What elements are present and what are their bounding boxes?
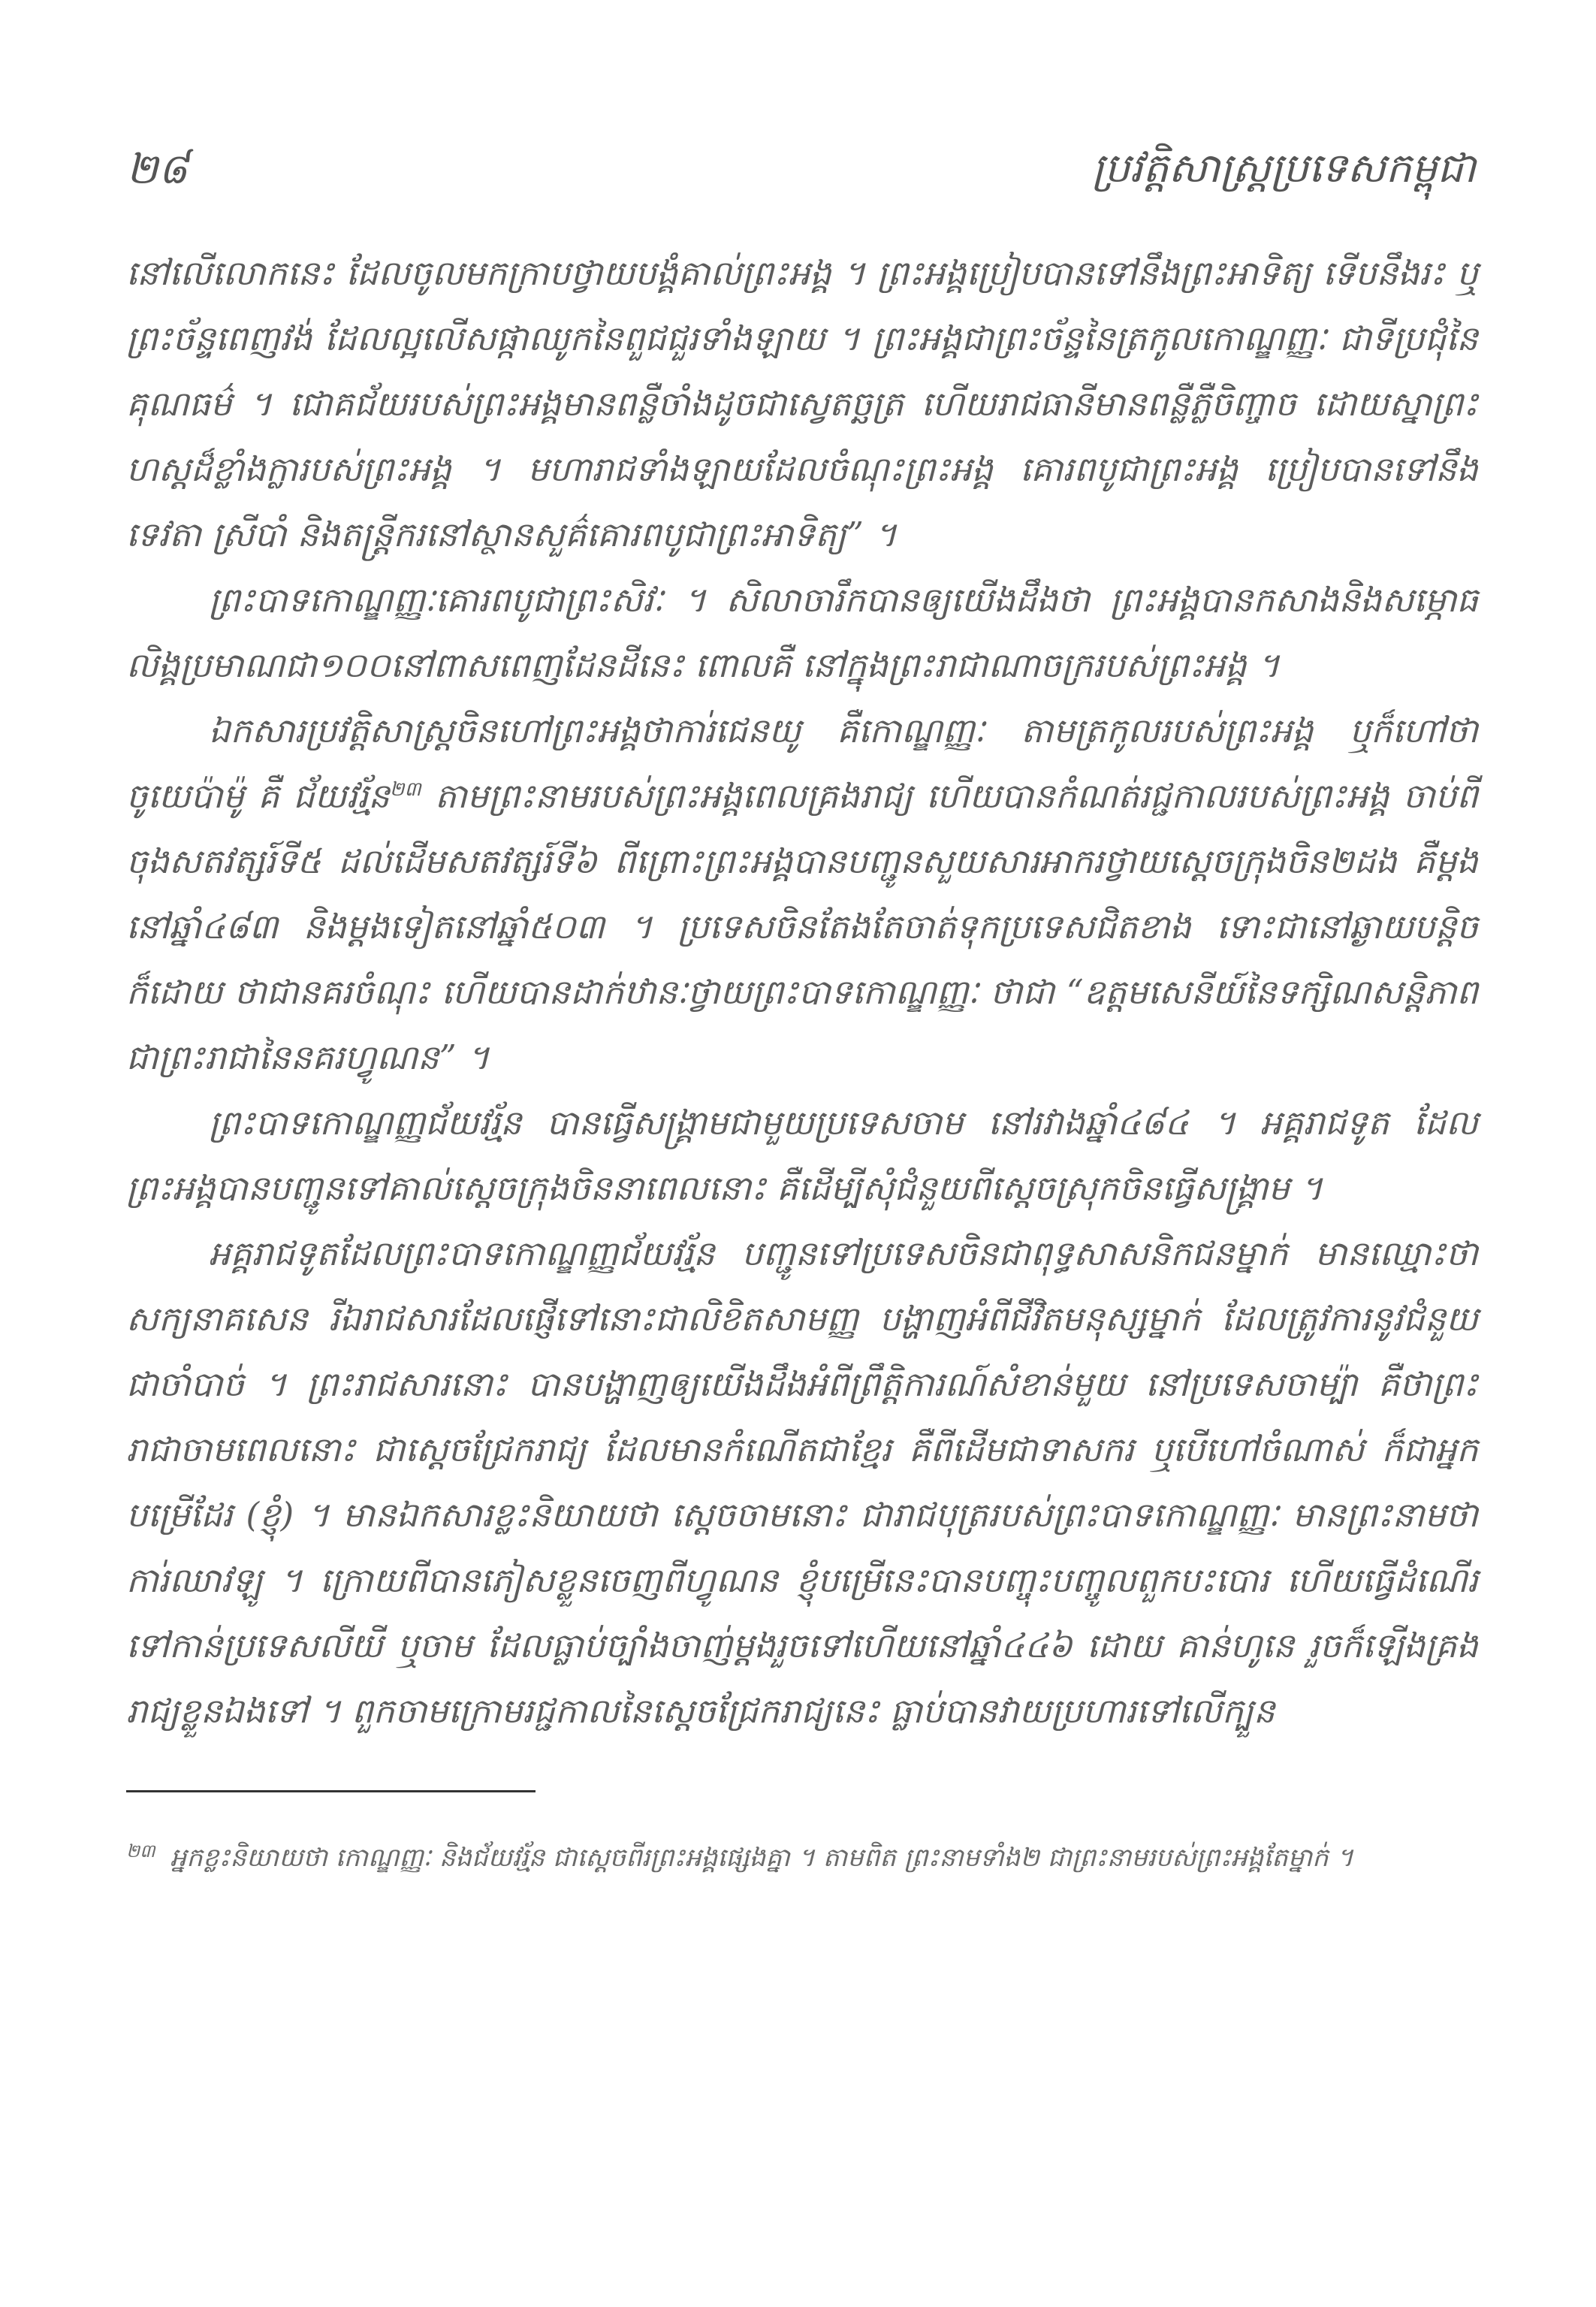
footnotes [126,1833,1478,1883]
paragraph: អគ្គរាជទូតដែលព្រះបាទកោណ្ឌញ្ញជ័យវរ្ម័ន បញ្ជូនទៅប្រទេសចិនជាពុទ្ធសាសនិកជនម្នាក់ មានឈ្មោះថា សក្យនាគសេន រីឯរាជសារដែលផ្ញើទៅនោះជាលិខិតសាមញ្ញ បង្ហាញអំពីជីវិតមនុស្សម្នាក់ ដែលត្រូវការនូវជំនួយជាចាំបាច់ ។ ព្រះរាជសារនោះ បានបង្ហាញឲ្យយើងដឹងអំពីព្រឹត្តិការណ៍សំខាន់មួយ នៅប្រទេសចាម្ប៉ា គឺថាព្រះរាជាចាមពេលនោះ ជាស្តេចជ្រែករាជ្យ ដែលមានកំណើតជាខ្មែរ គឺពីដើមជាទាសករ ឬបើហៅចំណាស់ ក៏ជាអ្នកបម្រើដែរ (ខ្ញុំ) ។ មានឯកសារខ្លះនិយាយថា ស្តេចចាមនោះ ជារាជបុត្ររបស់ព្រះបាទកោណ្ឌញ្ញៈ មានព្រះនាមថា ការ់ឈាវឡូ ។ ក្រោយពីបានភៀសខ្លួនចេញពីហ្វូណន ខ្ញុំបម្រើនេះបានបញ្ចុះបញ្ចូលពួកបះបោរ ហើយធ្វើដំណើរទៅកាន់ប្រទេសលីយី ឬចាម ដែលធ្លាប់ច្បាំងចាញ់ម្តងរួចទៅហើយនៅឆ្នាំ៤៤៦ ដោយ គាន់ហូនេ រួចក៏ឡើងគ្រងរាជ្យខ្លួនឯងទៅ ។ ពួកចាមក្រោមរជ្ជកាលនៃស្តេចជ្រែករាជ្យនេះ ធ្លាប់បានវាយប្រហារទៅលើក្បួន [126,1234,1478,1731]
body-text [126,240,1478,1744]
footnote-divider [126,1790,536,1792]
footnote-reference[interactable]: ២៣ [389,778,421,801]
footnote-text: អ្នកខ្លះនិយាយថា កោណ្ឌញ្ញៈ និងជ័យវរ្ម័ន ជាស្តេចពីរព្រះអង្គផ្សេងគ្នា ។ តាមពិត ព្រះនាមទាំង២ ជាព្រះនាមរបស់ព្រះអង្គតែម្នាក់ ។ [170,1843,1353,1873]
paragraph: ព្រះបាទកោណ្ឌញ្ញៈគោរពបូជាព្រះសិវៈ ។ សិលាចារឹកបានឲ្យយើងដឹងថា ព្រះអង្គបានកសាងនិងសម្ភោធលិង្គប្រមាណជា១០០នៅពាសពេញដែនដីនេះ ពោលគឺ នៅក្នុងព្រះរាជាណាចក្ររបស់ព្រះអង្គ ។ [126,580,1478,685]
paragraph: ព្រះបាទកោណ្ឌញ្ញជ័យវរ្ម័ន បានធ្វើសង្គ្រាមជាមួយប្រទេសចាម នៅរវាងឆ្នាំ៤៨៤ ។ អគ្គរាជទូត ដែលព្រះអង្គបានបញ្ជូនទៅគាល់ស្តេចក្រុងចិននាពេលនោះ គឺដើម្បីសុំជំនួយពីស្តេចស្រុកចិនធ្វើសង្គ្រាម ។ [126,1103,1478,1208]
paragraph-text: ឯកសារប្រវត្តិសាស្ត្រចិនហៅព្រះអង្គថាការ់ជេនយូ គឺកោណ្ឌញ្ញៈ តាមត្រកូលរបស់ព្រះអង្គ ឬក៏ហៅថា ចូយេប៉ាម៉ូ គឺ ជ័យវរ្ម័ន [126,711,1478,816]
paragraph: នៅលើលោកនេះ ដែលចូលមកក្រាបថ្វាយបង្គំគាល់ព្រះអង្គ ។ ព្រះអង្គប្រៀបបានទៅនឹងព្រះអាទិត្យ ទើបនឹងរះ ឬព្រះច័ន្ទពេញវង់ ដែលល្អលើសផ្កាឈូកនៃពួជជួរទាំងឡាយ ។ ព្រះអង្គជាព្រះច័ន្ទនៃត្រកូលកោណ្ឌញ្ញៈ ជាទីប្រជុំនៃគុណធម៌ ។ ជោគជ័យរបស់ព្រះអង្គមានពន្លឺចាំងដូចជាស្វេតច្ឆត្រ ហើយរាជធានីមានពន្លឺភ្លឺចិញ្ចាច ដោយស្នាព្រះហស្តដ៏ខ្លាំងក្លារបស់ព្រះអង្គ ។ មហារាជទាំងឡាយដែលចំណុះព្រះអង្គ គោរពបូជាព្រះអង្គ ប្រៀបបានទៅនឹងទេវតា ស្រីបាំ និងតន្ត្រីករនៅស្ថានសួគ៌គោរពបូជាព្រះអាទិត្យ” ។ [126,253,1478,554]
running-title: ប្រវត្តិសាស្ត្រប្រទេសកម្ពុជា [1092,144,1476,192]
footnote [126,1833,1478,1883]
footnote-mark: ២៣ [126,1840,155,1862]
page-number: ២៨ [126,145,189,194]
paragraph-text: តាមព្រះនាមរបស់ព្រះអង្គពេលគ្រងរាជ្យ ហើយបានកំណត់រជ្ជកាលរបស់ព្រះអង្គ ចាប់ពីចុងសតវត្សរ៍ទី៥ ដល់ដើមសតវត្សរ៍ទី៦ ពីព្រោះព្រះអង្គបានបញ្ជូនសួយសារអាករថ្វាយស្តេចក្រុងចិន២ដង គឺម្តងនៅឆ្នាំ៤៨៣ និងម្តងទៀតនៅឆ្នាំ៥០៣ ។ ប្រទេសចិនតែងតែចាត់ទុកប្រទេសជិតខាង ទោះជានៅឆ្ងាយបន្តិចក៏ដោយ ថាជានគរចំណុះ ហើយបានដាក់ឋានៈថ្វាយព្រះបាទកោណ្ឌញ្ញៈ ថាជា “ឧត្តមសេនីយ៍នៃទក្សិណសន្តិភាព ជាព្រះរាជានៃនគរហ្វូណន” ។ [126,776,1478,1077]
page-header [126,143,1476,210]
paragraph [126,698,1478,1090]
